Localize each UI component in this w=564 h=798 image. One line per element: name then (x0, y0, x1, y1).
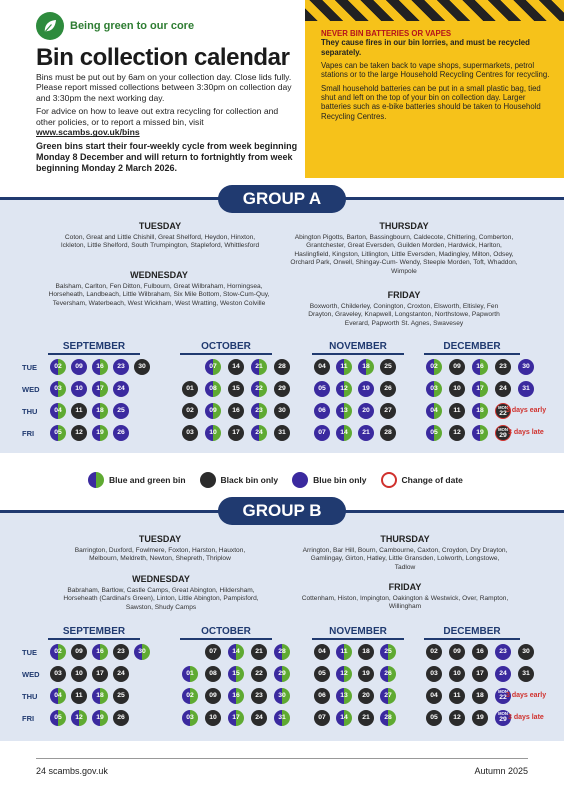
group-b-day-september-30: 30 (134, 644, 150, 660)
group-a-month-december: DECEMBER (424, 341, 520, 355)
group-b-day-october-02: 02 (182, 688, 198, 704)
group-b-day-november-05: 05 (314, 666, 330, 682)
group-a-day-september-04: 04 (50, 403, 66, 419)
group-a-row-label-wed: WED (22, 385, 40, 394)
group-a-day-october-22: 22 (251, 381, 267, 397)
group-b-day-november-07: 07 (314, 710, 330, 726)
group-b-day-october-29: 29 (274, 666, 290, 682)
group-a-month-september: SEPTEMBER (48, 341, 140, 355)
group-a-day-november-28: 28 (380, 425, 396, 441)
group-b-day-october-23: 23 (251, 688, 267, 704)
group-b-day-november-06: 06 (314, 688, 330, 704)
group-a-day-november-06: 06 (314, 403, 330, 419)
group-b-day-november-26: 26 (380, 666, 396, 682)
group-b-day-october-24: 24 (251, 710, 267, 726)
group-b-day-november-20: 20 (358, 688, 374, 704)
group-a-day-december-03: 03 (426, 381, 442, 397)
group-b-day-november-27: 27 (380, 688, 396, 704)
group-a-day-november-07: 07 (314, 425, 330, 441)
group-a-day-october-29: 29 (274, 381, 290, 397)
group-b-row-label-wed: WED (22, 670, 40, 679)
group-a-day-october-07: 07 (205, 359, 221, 375)
group-b-day-december-19: 19 (472, 710, 488, 726)
group-a-day-november-21: 21 (358, 425, 374, 441)
group-a-day-november-05: 05 (314, 381, 330, 397)
group-a-day-october-09: 09 (205, 403, 221, 419)
legend-black: Black bin only (200, 472, 279, 488)
group-a-day-september-02: 02 (50, 359, 66, 375)
group-a-day-december-11: 11 (449, 403, 465, 419)
group-b-month-september: SEPTEMBER (48, 626, 140, 640)
group-b-day-november-28: 28 (380, 710, 396, 726)
group-a-day-november-11: 11 (336, 359, 352, 375)
group-b-day-september-05: 05 (50, 710, 66, 726)
group-b-day-october-03: 03 (182, 710, 198, 726)
group-a-day-september-05: 05 (50, 425, 66, 441)
group-a-day-october-15: 15 (228, 381, 244, 397)
group-b-day-october-01: 01 (182, 666, 198, 682)
group-a-day-september-18: 18 (92, 403, 108, 419)
group-a-day-november-20: 20 (358, 403, 374, 419)
group-b-day-september-12: 12 (71, 710, 87, 726)
group-a-row-label-thu: THU (22, 407, 38, 416)
warning-p1: Vapes can be taken back to vape shops, supermarkets, petrol stations or to the large Household Recycling Centres for recycling. (321, 61, 550, 80)
group-a-day-october-02: 02 (182, 403, 198, 419)
group-b-title: GROUP B (218, 497, 346, 525)
group-b-day-september-17: 17 (92, 666, 108, 682)
group-b-day-september-11: 11 (71, 688, 87, 704)
group-a-day-october-24: 24 (251, 425, 267, 441)
group-b-day-september-24: 24 (113, 666, 129, 682)
group-a-day-september-12: 12 (71, 425, 87, 441)
group-b-day-november-19: 19 (358, 666, 374, 682)
footer-left: 24 scambs.gov.uk (36, 766, 108, 776)
blue-green-dot-icon (88, 472, 104, 488)
group-b-day-november-12: 12 (336, 666, 352, 682)
group-b-day-october-28: 28 (274, 644, 290, 660)
group-b-day-october-07: 07 (205, 644, 221, 660)
group-a-day-october-28: 28 (274, 359, 290, 375)
group-a-day-december-17: 17 (472, 381, 488, 397)
group-b-row-label-tue: TUE (22, 648, 37, 657)
group-a-title: GROUP A (218, 185, 346, 213)
leaf-logo-icon (36, 12, 64, 40)
group-a-day-november-12: 12 (336, 381, 352, 397)
group-b-tuesday: TUESDAY Barrington, Duxford, Fowlmere, Foxton, Harston, Hauxton, Melbourn, Meldreth, Newton, Shepreth, Thriplow (74, 534, 246, 563)
group-a-day-december-30: 30 (518, 359, 534, 375)
group-b-day-december-30: 30 (518, 644, 534, 660)
group-b-day-november-11: 11 (336, 644, 352, 660)
change-ring-icon (381, 472, 397, 488)
intro-p1: Bins must be put out by 6am on your collection day. Close lids fully. Please report missed collections between 3:30pm on collection day and 3:30pm the next working day. (36, 72, 292, 103)
group-b-day-december-12: 12 (449, 710, 465, 726)
group-b-day-december-03: 03 (426, 666, 442, 682)
intro-p2: For advice on how to leave out extra recycling for collection and other policies, or to report a missed bin, visit www.scambs.gov.uk/bins (36, 106, 279, 138)
group-a-day-september-30: 30 (134, 359, 150, 375)
group-a-day-september-09: 09 (71, 359, 87, 375)
group-a-day-october-08: 08 (205, 381, 221, 397)
group-b-day-november-18: 18 (358, 644, 374, 660)
group-b-day-september-23: 23 (113, 644, 129, 660)
hazard-stripes (305, 0, 564, 21)
group-b-day-october-16: 16 (228, 688, 244, 704)
group-b-day-october-21: 21 (251, 644, 267, 660)
group-a-day-december-24: 24 (495, 381, 511, 397)
group-a-day-october-30: 30 (274, 403, 290, 419)
group-a-day-december-10: 10 (449, 381, 465, 397)
group-b-day-october-17: 17 (228, 710, 244, 726)
group-a-day-december-04: 04 (426, 403, 442, 419)
group-a-day-october-10: 10 (205, 425, 221, 441)
warning-p2: Small household batteries can be put in a small plastic bag, tied shut and left on the top of your bin on collection day. Larger batteries such as e-bike batteries should be taken to Household Recycling Centres. (321, 83, 541, 121)
group-a-day-december-18: 18 (472, 403, 488, 419)
page-title: Bin collection calendar (36, 44, 290, 71)
group-b-month-october: OCTOBER (180, 626, 272, 640)
group-a-day-september-24: 24 (113, 381, 129, 397)
group-b-wednesday: WEDNESDAY Babraham, Bartlow, Castle Camps, Great Abington, Hildersham, Horseheath (Cardinal's Green), Linton, Little Abington, Pampisford, Sawston, Shudy Camps (63, 574, 259, 611)
group-a-day-october-14: 14 (228, 359, 244, 375)
group-a-month-november: NOVEMBER (312, 341, 404, 355)
group-a-month-october: OCTOBER (180, 341, 272, 355)
group-a-day-november-13: 13 (336, 403, 352, 419)
blue-dot-icon (292, 472, 308, 488)
group-a-day-december-16: 16 (472, 359, 488, 375)
group-a-day-december-29: MON 29 (495, 425, 511, 441)
group-a-day-september-19: 19 (92, 425, 108, 441)
group-b-day-december-24: 24 (495, 666, 511, 682)
group-a-day-october-16: 16 (228, 403, 244, 419)
group-a-note-late: 3 days late (508, 429, 544, 436)
group-a-day-december-12: 12 (449, 425, 465, 441)
group-b-day-december-11: 11 (449, 688, 465, 704)
legend (88, 472, 477, 488)
group-b-day-september-25: 25 (113, 688, 129, 704)
group-b-day-september-04: 04 (50, 688, 66, 704)
group-a-day-september-25: 25 (113, 403, 129, 419)
group-b-day-december-31: 31 (518, 666, 534, 682)
intro-text (36, 72, 298, 177)
tagline: Being green to our core (70, 20, 195, 32)
group-b-day-october-10: 10 (205, 710, 221, 726)
group-b-day-december-17: 17 (472, 666, 488, 682)
group-b-day-october-30: 30 (274, 688, 290, 704)
group-a-row-label-fri: FRI (22, 429, 35, 438)
group-a-day-october-21: 21 (251, 359, 267, 375)
group-b-day-september-16: 16 (92, 644, 108, 660)
warning-heading: NEVER BIN BATTERIES OR VAPES (321, 29, 452, 38)
group-b-day-september-02: 02 (50, 644, 66, 660)
group-b-day-september-18: 18 (92, 688, 108, 704)
group-a-tuesday: TUESDAY Coton, Great and Little Chishill, Great Shelford, Heydon, Hinxton, Ickleton, Little Shelford, South Trumpington, Stapleford, Whittlesford (60, 221, 260, 250)
group-a-day-december-05: 05 (426, 425, 442, 441)
group-a-day-december-31: 31 (518, 381, 534, 397)
group-a-wednesday: WEDNESDAY Balsham, Carlton, Fen Ditton, Fulbourn, Great Wilbraham, Horningsea, Horseheath, Landbeach, Little Wilbraham, Six Mile Bottom, Stow-Cum-Quy, Teversham, Waterbeach, West Wickham, West Wratting, Weston Colville (48, 270, 270, 307)
group-b-day-december-04: 04 (426, 688, 442, 704)
group-a-day-october-31: 31 (274, 425, 290, 441)
bins-link[interactable]: www.scambs.gov.uk/bins (36, 127, 140, 138)
group-b-day-october-09: 09 (205, 688, 221, 704)
group-a-day-november-25: 25 (380, 359, 396, 375)
group-b-day-september-03: 03 (50, 666, 66, 682)
page-header (36, 12, 194, 40)
group-a-day-october-17: 17 (228, 425, 244, 441)
group-a-day-october-03: 03 (182, 425, 198, 441)
group-a-day-september-11: 11 (71, 403, 87, 419)
group-a-day-december-19: 19 (472, 425, 488, 441)
group-b-row-label-thu: THU (22, 692, 38, 701)
footer-right: Autumn 2025 (474, 766, 528, 776)
group-b-row-label-fri: FRI (22, 714, 35, 723)
group-b-day-september-19: 19 (92, 710, 108, 726)
group-b-day-november-25: 25 (380, 644, 396, 660)
group-a-day-september-16: 16 (92, 359, 108, 375)
group-b-day-december-09: 09 (449, 644, 465, 660)
group-a-day-september-23: 23 (113, 359, 129, 375)
group-a-day-december-22: MON 22 (495, 403, 511, 419)
group-a-thursday: THURSDAY Abington Pigotts, Barton, Bassingbourn, Caldecote, Chittering, Comberton, Grantchester, Great Eversden, Guilden Morden, Hardwick, Harlton, Haslingfield, Kingston, Litlington, Little Eversden, Madingley, Milton, Odsey, Orchard Park, Orwell, Shingay-Cum- Wendy, Steeple Morden, Toft, Whaddon, Wimpole (290, 221, 518, 275)
group-b-day-october-22: 22 (251, 666, 267, 682)
legend-blue: Blue bin only (292, 472, 366, 488)
warning-subheading: They cause fires in our bin lorries, and must be recycled separately. (321, 38, 530, 57)
group-b-day-september-26: 26 (113, 710, 129, 726)
group-a-day-november-19: 19 (358, 381, 374, 397)
group-a-day-december-02: 02 (426, 359, 442, 375)
group-a-row-label-tue: TUE (22, 363, 37, 372)
footer-rule (36, 758, 528, 759)
group-b-day-december-18: 18 (472, 688, 488, 704)
group-b-note-late: 3 days late (508, 714, 544, 721)
group-b-day-december-22: MON 22 (495, 688, 511, 704)
group-a-day-october-23: 23 (251, 403, 267, 419)
group-a-note-early: 3 days early (506, 407, 547, 414)
group-b-day-december-16: 16 (472, 644, 488, 660)
group-a-friday: FRIDAY Boxworth, Childerley, Conington, Croxton, Elsworth, Eltisley, Fen Drayton, Graveley, Knapwell, Longstanton, Northstowe, Papworth Everard, Papworth St. Agnes, Swavesey (308, 290, 500, 327)
group-b-day-september-10: 10 (71, 666, 87, 682)
group-b-day-october-31: 31 (274, 710, 290, 726)
battery-warning-box (305, 0, 564, 178)
legend-change: Change of date (381, 472, 463, 488)
group-a-day-september-17: 17 (92, 381, 108, 397)
group-b-day-october-15: 15 (228, 666, 244, 682)
group-a-day-september-03: 03 (50, 381, 66, 397)
group-b-day-december-29: MON 29 (495, 710, 511, 726)
group-a-day-november-14: 14 (336, 425, 352, 441)
group-a-day-december-23: 23 (495, 359, 511, 375)
group-b-day-december-10: 10 (449, 666, 465, 682)
group-b-day-november-14: 14 (336, 710, 352, 726)
group-a-day-september-10: 10 (71, 381, 87, 397)
group-a-day-november-18: 18 (358, 359, 374, 375)
group-b-day-october-14: 14 (228, 644, 244, 660)
group-b-day-december-23: 23 (495, 644, 511, 660)
group-b-note-early: 3 days early (506, 692, 547, 699)
group-a-day-october-01: 01 (182, 381, 198, 397)
group-b-month-november: NOVEMBER (312, 626, 404, 640)
group-b-friday: FRIDAY Cottenham, Histon, Impington, Oakington & Westwick, Over, Rampton, Willingham (301, 582, 509, 611)
intro-p3: Green bins start their four-weekly cycle from week beginning Monday 8 December and will return to fortnightly from week beginning Monday 2 March 2026. (36, 140, 298, 173)
group-b-day-december-05: 05 (426, 710, 442, 726)
group-a-day-november-27: 27 (380, 403, 396, 419)
group-a-day-september-26: 26 (113, 425, 129, 441)
group-a-day-november-04: 04 (314, 359, 330, 375)
group-b-thursday: THURSDAY Arrington, Bar Hill, Bourn, Cambourne, Caxton, Croydon, Dry Drayton, Gamlingay, Girton, Hatley, Little Gransden, Lolworth, Longstowe, Tadlow (302, 534, 508, 571)
group-b-month-december: DECEMBER (424, 626, 520, 640)
legend-blue-green: Blue and green bin (88, 472, 186, 488)
group-b-day-december-02: 02 (426, 644, 442, 660)
group-a-day-november-26: 26 (380, 381, 396, 397)
group-b-day-november-04: 04 (314, 644, 330, 660)
group-b-day-september-09: 09 (71, 644, 87, 660)
black-dot-icon (200, 472, 216, 488)
group-b-day-november-13: 13 (336, 688, 352, 704)
group-b-day-november-21: 21 (358, 710, 374, 726)
group-b-day-october-08: 08 (205, 666, 221, 682)
group-a-day-december-09: 09 (449, 359, 465, 375)
